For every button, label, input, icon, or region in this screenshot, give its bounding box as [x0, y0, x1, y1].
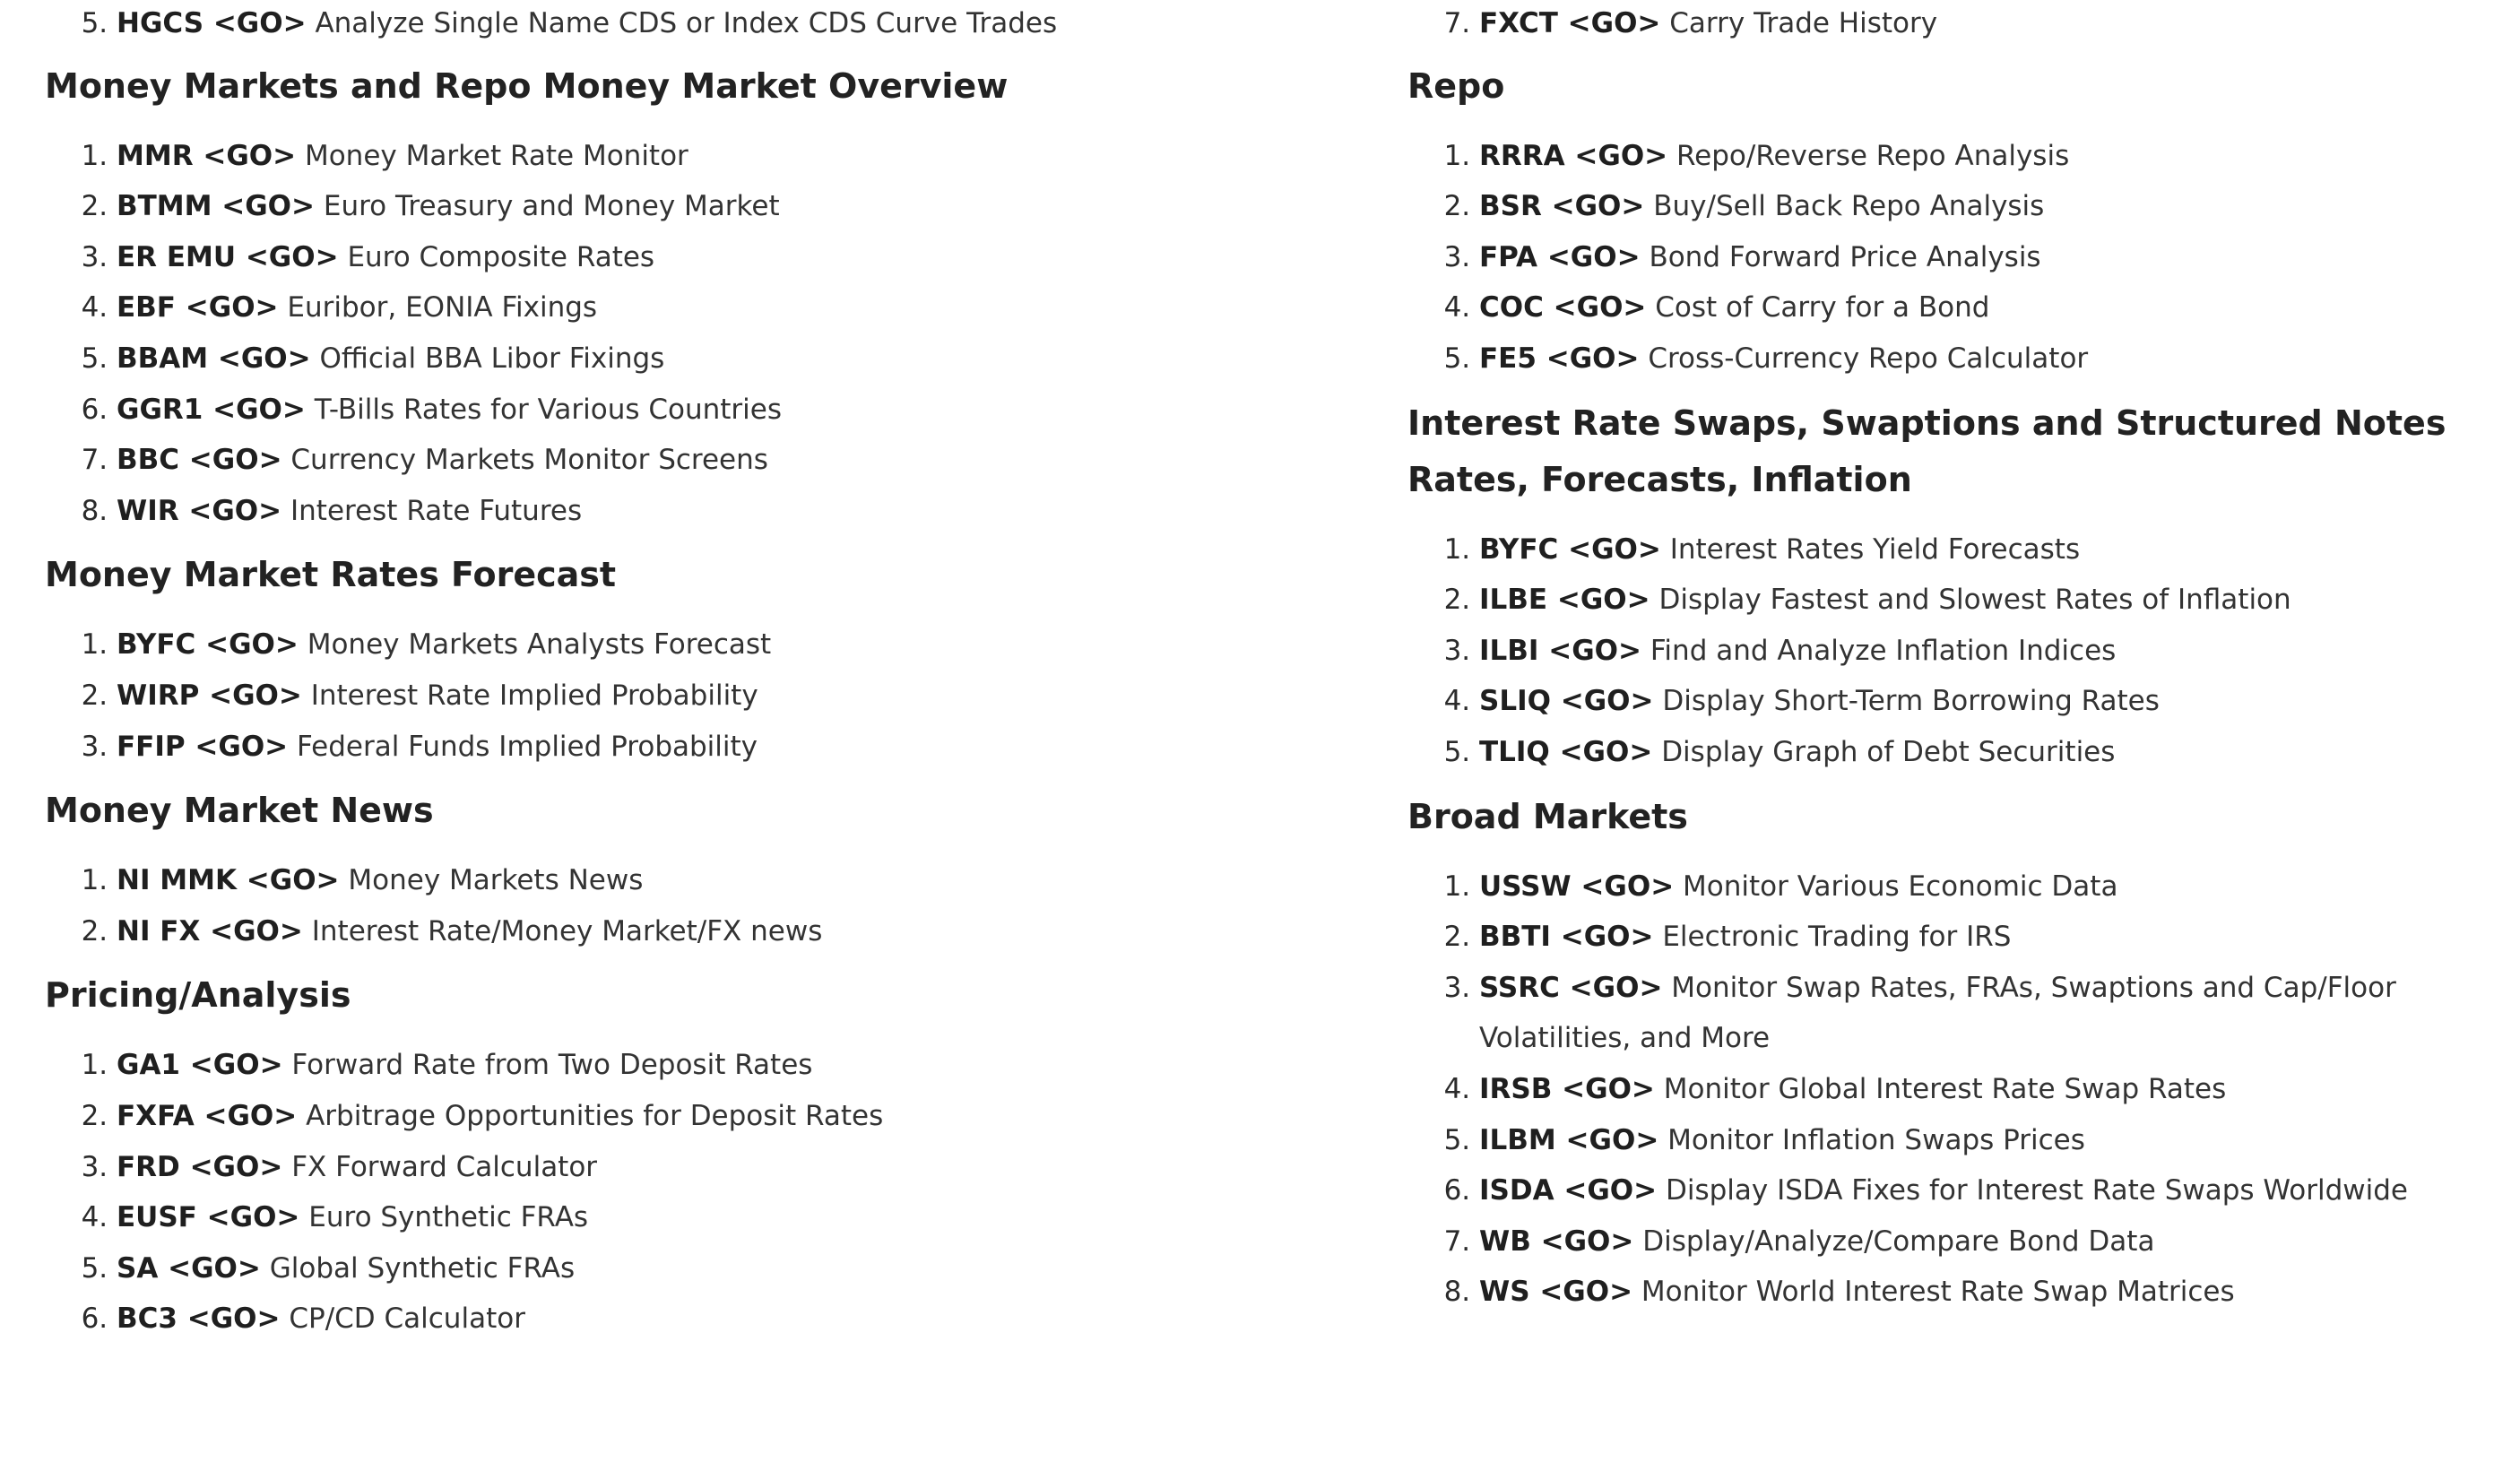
list-item	[1479, 1115, 2501, 1166]
command-description: Money Market Rate Monitor	[304, 139, 688, 172]
command-code: SSRC <GO>	[1479, 971, 1663, 1004]
command-description: Buy/Sell Back Repo Analysis	[1653, 190, 2045, 223]
section-1-list	[45, 619, 1300, 772]
command-description: Interest Rate/Money Market/FX news	[311, 914, 823, 947]
command-code: BBC <GO>	[117, 444, 282, 477]
command-description: Money Markets Analysts Forecast	[307, 628, 772, 662]
command-code: WIRP <GO>	[117, 679, 302, 712]
list-item	[117, 671, 1300, 722]
list-item	[117, 1294, 1300, 1345]
command-description: Interest Rates Yield Forecasts	[1669, 532, 2081, 566]
list-item	[1479, 0, 2501, 49]
command-code: NI MMK <GO>	[117, 864, 340, 897]
command-code: WS <GO>	[1479, 1276, 1633, 1309]
command-description: Monitor Inflation Swaps Prices	[1667, 1123, 2085, 1156]
command-description: FX Forward Calculator	[291, 1150, 598, 1183]
command-code: WB <GO>	[1479, 1224, 1634, 1258]
right-column	[1407, 0, 2501, 1318]
command-description: Repo/Reverse Repo Analysis	[1676, 139, 2070, 172]
list-item	[117, 1091, 1300, 1142]
command-code: ER EMU <GO>	[117, 240, 339, 273]
command-code: WIR <GO>	[117, 494, 282, 527]
list-item	[1479, 181, 2501, 232]
list-item	[1479, 1267, 2501, 1318]
command-description: Money Markets News	[348, 864, 644, 897]
command-code: ILBI <GO>	[1479, 634, 1641, 667]
command-description: Find and Analyze Inflation Indices	[1650, 634, 2117, 667]
list-item	[117, 1243, 1300, 1294]
command-code: SA <GO>	[117, 1251, 261, 1285]
section-pricing-analysis	[45, 967, 1300, 1345]
command-description: Monitor Various Economic Data	[1683, 870, 2118, 903]
command-code: NI FX <GO>	[117, 914, 303, 947]
list-item	[1479, 524, 2501, 575]
list-item	[117, 619, 1300, 671]
section-1-list	[1407, 524, 2501, 778]
command-description: Currency Markets Monitor Screens	[290, 444, 768, 477]
section-money-markets-and-repo-money-market-over	[45, 58, 1300, 537]
section-2-list	[1407, 861, 2501, 1318]
list-item	[1479, 626, 2501, 677]
command-code: HGCS <GO>	[117, 7, 307, 39]
list-item	[117, 232, 1300, 283]
section-interest-rate-swaps-swaptions-and-struct	[1407, 395, 2501, 778]
command-description: Analyze Single Name CDS or Index CDS Curve Trades	[315, 7, 1058, 39]
section-repo	[1407, 58, 2501, 385]
list-item	[117, 722, 1300, 773]
section-heading: Money Markets and Repo Money Market Overview	[45, 65, 1009, 106]
list-item	[117, 906, 1300, 957]
section-heading: Money Market Rates Forecast	[45, 555, 617, 595]
command-code: GA1 <GO>	[117, 1049, 283, 1082]
section-2-list	[45, 855, 1300, 956]
command-code: FE5 <GO>	[1479, 342, 1640, 375]
command-code: RRRA <GO>	[1479, 139, 1668, 172]
list-item	[117, 131, 1300, 182]
section-money-market-news	[45, 783, 1300, 956]
command-description: Euro Treasury and Money Market	[323, 190, 780, 223]
command-code: ILBM <GO>	[1479, 1123, 1659, 1156]
section-broad-markets	[1407, 789, 2501, 1318]
command-code: BSR <GO>	[1479, 190, 1645, 223]
command-description: Bond Forward Price Analysis	[1649, 240, 2041, 273]
command-code: FXCT <GO>	[1479, 7, 1661, 39]
section-0-list	[45, 131, 1300, 537]
right-continuation-list	[1407, 0, 2501, 49]
command-code: SLIQ <GO>	[1479, 685, 1654, 718]
section-heading: Broad Markets	[1407, 796, 1688, 836]
section-heading: Repo	[1407, 65, 1505, 106]
list-item	[1479, 131, 2501, 182]
command-description: Interest Rate Futures	[290, 494, 583, 527]
command-code: BYFC <GO>	[1479, 532, 1661, 566]
list-item	[1479, 676, 2501, 727]
command-code: MMR <GO>	[117, 139, 297, 172]
command-code: COC <GO>	[1479, 291, 1647, 324]
command-code: USSW <GO>	[1479, 870, 1675, 903]
section-money-market-rates-forecast	[45, 547, 1300, 772]
list-item	[117, 435, 1300, 486]
command-description: Arbitrage Opportunities for Deposit Rates	[306, 1099, 884, 1132]
command-code: FPA <GO>	[1479, 240, 1641, 273]
list-item	[1479, 861, 2501, 913]
list-item	[1479, 232, 2501, 283]
section-3-list	[45, 1040, 1300, 1345]
command-description: Interest Rate Implied Probability	[310, 679, 758, 712]
command-description: Cost of Carry for a Bond	[1655, 291, 1990, 324]
command-code: FFIP <GO>	[117, 730, 289, 763]
list-item	[1479, 1216, 2501, 1268]
command-code: ILBE <GO>	[1479, 584, 1650, 617]
command-code: BTMM <GO>	[117, 190, 316, 223]
list-item	[117, 181, 1300, 232]
command-code: FRD <GO>	[117, 1150, 283, 1183]
list-item	[117, 1040, 1300, 1091]
command-code: TLIQ <GO>	[1479, 735, 1653, 768]
command-description: Forward Rate from Two Deposit Rates	[291, 1049, 813, 1082]
command-code: BC3 <GO>	[117, 1302, 281, 1336]
command-description: Euro Composite Rates	[347, 240, 655, 273]
list-item	[1479, 333, 2501, 385]
command-description: CP/CD Calculator	[289, 1302, 525, 1336]
left-column	[45, 0, 1300, 1345]
command-code: ISDA <GO>	[1479, 1174, 1658, 1207]
command-description: T-Bills Rates for Various Countries	[314, 393, 782, 426]
command-description: Euro Synthetic FRAs	[308, 1201, 589, 1234]
command-description: Carry Trade History	[1669, 7, 1938, 39]
section-heading: Pricing/Analysis	[45, 975, 351, 1016]
list-item	[117, 1142, 1300, 1193]
section-heading: Money Market News	[45, 791, 434, 831]
command-description: Monitor Global Interest Rate Swap Rates	[1663, 1072, 2227, 1105]
command-description: Official BBA Libor Fixings	[319, 342, 665, 375]
section-heading: Interest Rate Swaps, Swaptions and Structured Notes Rates, Forecasts, Inflation	[1407, 402, 2446, 499]
command-code: BBTI <GO>	[1479, 921, 1654, 954]
list-item	[117, 333, 1300, 385]
list-item	[117, 1192, 1300, 1243]
command-description: Global Synthetic FRAs	[269, 1251, 576, 1285]
list-item	[1479, 727, 2501, 778]
list-item	[1479, 963, 2501, 1064]
command-description: Monitor World Interest Rate Swap Matrices	[1641, 1276, 2235, 1309]
list-item	[117, 0, 1300, 49]
list-item	[1479, 1064, 2501, 1115]
command-description: Display ISDA Fixes for Interest Rate Swaps Worldwide	[1665, 1174, 2408, 1207]
list-item	[117, 855, 1300, 906]
command-code: IRSB <GO>	[1479, 1072, 1655, 1105]
command-description: Display Graph of Debt Securities	[1661, 735, 2116, 768]
section-0-list	[1407, 131, 2501, 385]
command-description: Display Short-Term Borrowing Rates	[1662, 685, 2160, 718]
command-description: Federal Funds Implied Probability	[297, 730, 758, 763]
list-item	[1479, 912, 2501, 963]
command-description: Electronic Trading for IRS	[1662, 921, 2012, 954]
command-description: Display/Analyze/Compare Bond Data	[1642, 1224, 2155, 1258]
command-code: EUSF <GO>	[117, 1201, 300, 1234]
list-item	[117, 486, 1300, 537]
list-item	[117, 385, 1300, 436]
command-description: Euribor, EONIA Fixings	[287, 291, 598, 324]
command-code: BYFC <GO>	[117, 628, 299, 662]
list-item	[1479, 575, 2501, 626]
command-code: FXFA <GO>	[117, 1099, 298, 1132]
command-description: Cross-Currency Repo Calculator	[1648, 342, 2089, 375]
command-code: BBAM <GO>	[117, 342, 311, 375]
left-continuation-list	[45, 0, 1300, 49]
list-item	[1479, 1165, 2501, 1216]
list-item	[1479, 282, 2501, 333]
command-code: EBF <GO>	[117, 291, 279, 324]
list-item	[117, 282, 1300, 333]
command-description: Display Fastest and Slowest Rates of Inflation	[1658, 584, 2291, 617]
command-code: GGR1 <GO>	[117, 393, 306, 426]
command-description: Monitor Swap Rates, FRAs, Swaptions and Cap/Floor Volatilities, and More	[1479, 971, 2396, 1055]
